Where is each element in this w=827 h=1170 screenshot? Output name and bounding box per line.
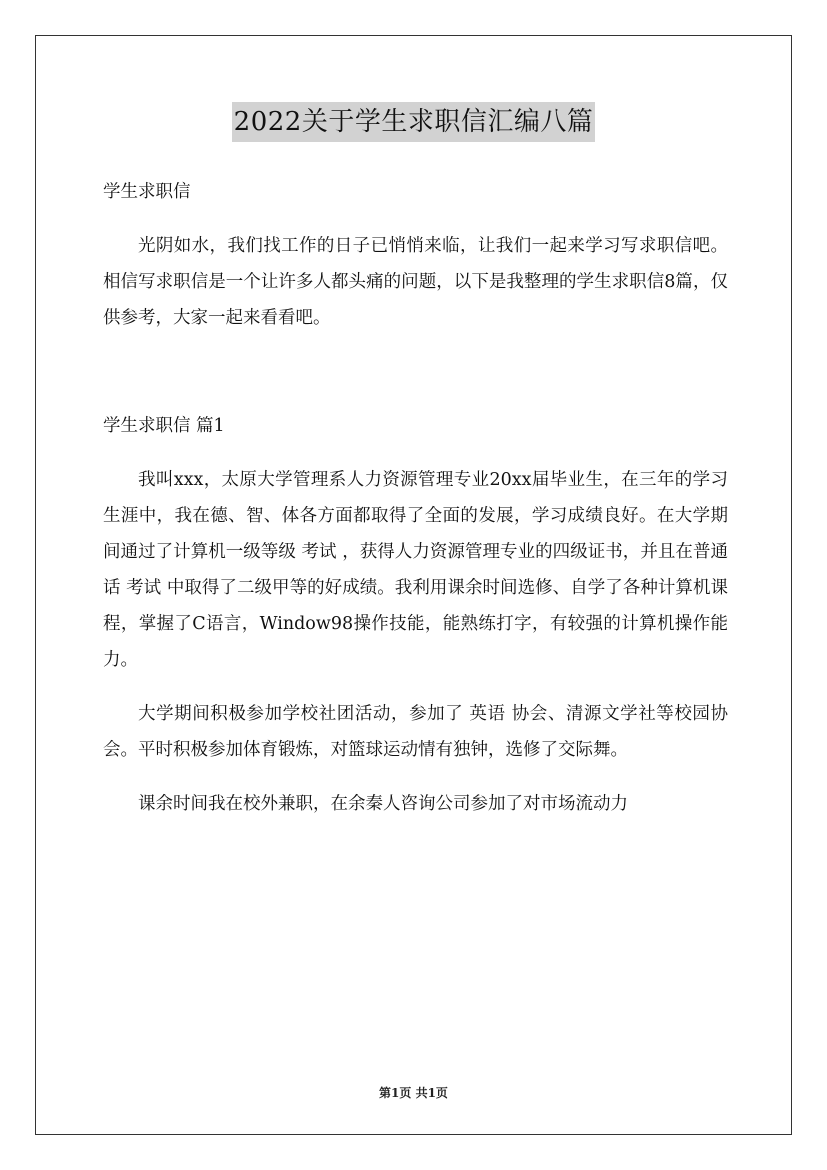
intro-paragraph: 光阴如水，我们找工作的日子已悄悄来临，让我们一起来学习写求职信吧。相信写求职信是一个让许多人都头痛的问题，以下是我整理的学生求职信8篇，仅供参考，大家一起来看看吧。 bbox=[103, 236, 728, 328]
body-paragraph-3: 课余时间我在校外兼职，在余秦人咨询公司参加了对市场流动力 bbox=[138, 794, 628, 814]
article-heading: 学生求职信 篇1 bbox=[103, 416, 225, 436]
page-footer: 第1页 共1页 bbox=[379, 1086, 448, 1100]
body-paragraph-1: 我叫xxx，太原大学管理系人力资源管理专业20xx届毕业生，在三年的学习生涯中，我在德、智、体各方面都取得了全面的发展，学习成绩良好。在大学期间通过了计算机一级等级 考试 ，获得人力资源管理专业的四级证书，并且在普通话 考试 中取得了二级甲等的好成绩。我利用课余时间选修、自学了各种计算机课程，掌握了C语言，Window98操作技能，能熟练打字，有较强的计算机操作能力。 bbox=[103, 470, 728, 670]
document-title: 2022关于学生求职信汇编八篇 bbox=[232, 102, 596, 142]
body-paragraph-2: 大学期间积极参加学校社团活动，参加了 英语 协会、清源文学社等校园协会。平时积极参加体育锻炼，对篮球运动情有独钟，选修了交际舞。 bbox=[103, 704, 728, 760]
document-body bbox=[103, 174, 728, 840]
title-container bbox=[0, 102, 827, 142]
spacer bbox=[103, 354, 728, 408]
section-heading: 学生求职信 bbox=[103, 182, 191, 202]
